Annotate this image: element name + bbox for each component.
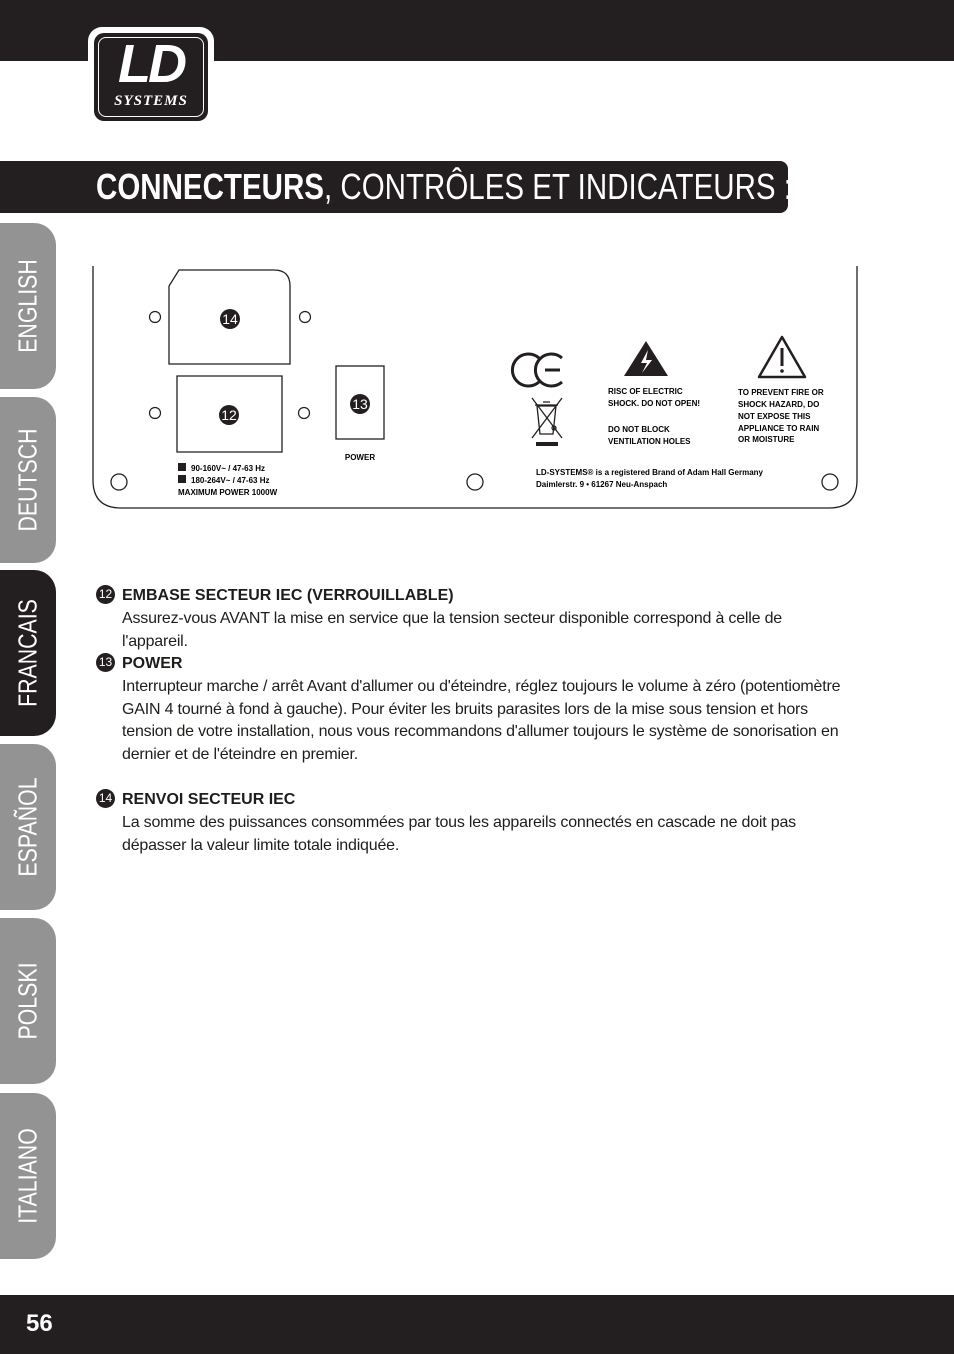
warn2-line3: NOT EXPOSE THIS	[738, 412, 811, 421]
tab-francais[interactable]	[0, 570, 56, 736]
tab-deutsch-label: DEUTSCH	[12, 428, 43, 532]
logo-badge	[94, 33, 208, 121]
ce-mark-e	[535, 354, 562, 386]
brand-line1: LD-SYSTEMS® is a registered Brand of Adam Hall Germany	[536, 468, 763, 477]
page-title-bold: CONNECTEURS	[96, 166, 324, 207]
page-title	[96, 167, 792, 207]
screw-hole	[299, 408, 310, 419]
tab-espanol[interactable]	[0, 744, 56, 910]
page-number: 56	[26, 1310, 53, 1337]
tab-polski-label: POLSKI	[12, 962, 43, 1040]
rear-panel-diagram	[92, 266, 860, 512]
warn1-line1: RISC OF ELECTRIC	[608, 387, 683, 396]
tab-polski[interactable]	[0, 918, 56, 1084]
tab-italiano[interactable]	[0, 1093, 56, 1259]
title-bar	[0, 161, 792, 213]
warn2-line1: TO PREVENT FIRE OR	[738, 388, 824, 397]
screw-hole	[150, 312, 161, 323]
voltage-checkbox-2	[178, 475, 186, 483]
logo-systems-text: SYSTEMS	[114, 93, 188, 109]
tab-english[interactable]	[0, 223, 56, 389]
callout-13: 13	[352, 396, 368, 412]
warn2-line2: SHOCK HAZARD, DO	[738, 400, 820, 409]
screw-hole	[300, 312, 311, 323]
section-heading: EMBASE SECTEUR IEC (VERROUILLABLE)	[122, 587, 454, 604]
mounting-hole	[467, 474, 483, 490]
tab-francais-label: FRANCAIS	[12, 599, 43, 707]
section-body: Interrupteur marche / arrêt Avant d'allumer ou d'éteindre, réglez toujours le volume à zéro (potentiomètre GAIN 4 tourné à fond à gauche). Pour éviter les bruits parasites lors de la mise sous tension et hors tension de votre installation, nous vous recommandons d'allumer toujours le système de sonorisation en dernier et de l'éteindre en premier.	[122, 678, 841, 764]
section-body: La somme des puissances consommées par tous les appareils connectés en cascade ne doit pas dépasser la valeur limite totale indiquée.	[122, 814, 796, 854]
brand-line2: Daimlerstr. 9 • 61267 Neu-Anspach	[536, 480, 668, 489]
tab-english-label: ENGLISH	[12, 259, 43, 353]
tab-italiano-label: ITALIANO	[12, 1128, 43, 1224]
weee-bin-icon	[532, 398, 562, 438]
section-number: 13	[96, 653, 115, 672]
warn2-line4: APPLIANCE TO RAIN	[738, 424, 820, 433]
logo-ld-text: LD	[118, 34, 184, 94]
section-heading: RENVOI SECTEUR IEC	[122, 791, 296, 808]
voltage-label-1: 90-160V~ / 47-63 Hz	[191, 464, 266, 473]
mounting-hole	[111, 474, 127, 490]
exclamation-dot	[780, 369, 784, 373]
warn2-line5: OR MOISTURE	[738, 435, 795, 444]
max-power-label: MAXIMUM POWER 1000W	[178, 488, 278, 497]
voltage-checkbox-1	[178, 463, 186, 471]
screw-hole	[150, 408, 161, 419]
section-number: 12	[96, 585, 115, 604]
callout-14: 14	[222, 311, 238, 327]
mounting-hole	[822, 474, 838, 490]
section-number: 14	[96, 789, 115, 808]
warn1-line2: SHOCK. DO NOT OPEN!	[608, 399, 701, 408]
warn1-line4: VENTILATION HOLES	[608, 437, 691, 446]
page-title-rest: , CONTRÔLES ET INDICATEURS :	[323, 166, 792, 207]
warn1-line3: DO NOT BLOCK	[608, 425, 670, 434]
voltage-label-2: 180-264V~ / 47-63 Hz	[191, 476, 270, 485]
section-heading: POWER	[122, 655, 183, 672]
tab-espanol-label: ESPAÑOL	[12, 777, 43, 877]
power-label: POWER	[344, 453, 376, 462]
ld-systems-logo	[88, 27, 214, 127]
weee-bar	[536, 442, 558, 446]
bottom-bar	[0, 1295, 954, 1354]
section-body: Assurez-vous AVANT la mise en service que la tension secteur disponible correspond à celle de l'appareil.	[122, 610, 782, 650]
tab-deutsch[interactable]	[0, 397, 56, 563]
callout-12: 12	[221, 407, 237, 423]
